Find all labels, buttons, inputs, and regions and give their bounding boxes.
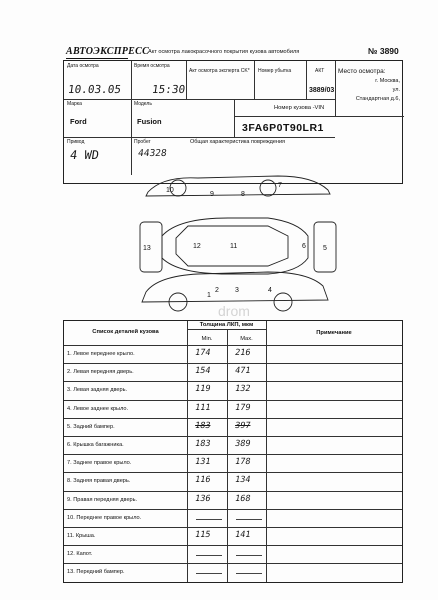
part-number-1: 1	[207, 292, 211, 299]
part-label: 11. Крыша.	[67, 533, 96, 539]
place-line-1: г. Москва,	[375, 78, 400, 84]
act-label: АКТ	[315, 68, 325, 74]
damage-label: Общая характеристика повреждения	[190, 139, 286, 145]
part-number-12: 12	[193, 243, 201, 250]
max-thickness: 179	[234, 402, 252, 413]
grid-line	[64, 137, 335, 138]
part-label: 6. Крышка багажника.	[67, 442, 124, 448]
date-value: 10.03.05	[67, 83, 122, 96]
table-line	[64, 454, 402, 455]
drive-label: Привод	[67, 139, 85, 145]
max-thickness: 397	[234, 420, 252, 431]
table-line	[64, 509, 402, 510]
part-label: 4. Левое заднее крыло.	[67, 405, 129, 412]
grid-line	[254, 61, 255, 99]
max-thickness: 141	[234, 530, 252, 540]
wheel-right-rear	[274, 293, 292, 311]
logo-underline	[66, 58, 128, 59]
max-thickness: 134	[234, 475, 252, 486]
part-label: 3. Левая задняя дверь.	[67, 387, 128, 394]
vin-value: 3FA6P0T90LR1	[242, 122, 324, 134]
drive-value: 4 WD	[69, 148, 100, 162]
grid-line	[64, 99, 335, 100]
table-line	[64, 491, 402, 492]
time-label: Время осмотра	[134, 63, 170, 69]
part-label: 13. Передний бампер.	[67, 569, 125, 576]
company-logo: АВТОЭКСПРЕСС	[66, 46, 150, 57]
part-number-2: 2	[215, 287, 219, 294]
part-label: 8. Задняя правая дверь.	[67, 478, 131, 485]
loss-number-label: Номер убытка	[258, 68, 292, 74]
table-line	[64, 418, 402, 419]
make-label: Марка	[67, 101, 82, 107]
car-body-diagram	[118, 166, 363, 328]
part-number-13: 13	[143, 245, 151, 252]
model-value: Fusion	[137, 117, 162, 126]
table-line	[64, 545, 402, 546]
part-number-7: 7	[278, 182, 282, 189]
empty-dash	[196, 519, 222, 520]
document-number: № 3890	[368, 46, 399, 56]
table-line	[64, 472, 402, 473]
max-thickness: 471	[234, 366, 252, 377]
table-line	[266, 321, 267, 582]
vin-label: Номер кузова -VIN	[274, 105, 325, 111]
max-thickness: 216	[234, 348, 252, 358]
max-thickness: 168	[234, 493, 252, 504]
mileage-value: 44328	[137, 148, 168, 159]
wheel-left-rear	[260, 180, 276, 196]
min-thickness: 111	[194, 402, 212, 413]
table-line	[64, 527, 402, 528]
make-value: Ford	[70, 117, 87, 126]
min-thickness: 183	[194, 439, 212, 449]
max-thickness: 178	[234, 457, 252, 468]
part-label: 5. Задний бампер.	[67, 423, 115, 430]
place-line-3: Стандартная д.6,	[355, 96, 400, 102]
min-thickness: 116	[194, 475, 212, 486]
part-number-3: 3	[235, 287, 239, 294]
document-title: Акт осмотра лакокрасочного покрытия кузова автомобиля	[148, 49, 300, 55]
empty-dash	[236, 573, 262, 574]
table-line	[187, 321, 188, 582]
part-label: 7. Заднее правое крыло.	[67, 460, 132, 467]
table-line	[187, 329, 266, 330]
time-value: 15:30	[151, 83, 187, 96]
min-thickness: 154	[194, 366, 212, 377]
thickness-table	[63, 320, 403, 583]
col-parts-header: Список деталей кузова	[92, 329, 159, 335]
watermark: drom	[218, 303, 250, 319]
grid-line	[234, 99, 235, 137]
part-label: 10. Переднее правое крыло.	[67, 514, 142, 521]
grid-line	[335, 61, 336, 116]
part-label: 1. Левое переднее крыло.	[67, 351, 135, 357]
part-number-5: 5	[323, 245, 327, 252]
part-label: 2. Левая передняя дверь.	[67, 369, 134, 376]
grid-line	[306, 61, 307, 99]
date-label: Дата осмотра	[67, 63, 99, 69]
min-thickness: 174	[194, 348, 212, 358]
col-max-header: Max.	[240, 336, 253, 342]
min-thickness: 131	[194, 457, 212, 468]
table-line	[64, 381, 402, 382]
min-thickness: 183	[194, 420, 212, 431]
part-label: 9. Правая передняя дверь.	[67, 496, 138, 503]
max-thickness: 389	[234, 439, 252, 449]
min-thickness: 115	[194, 530, 212, 540]
model-label: Модель	[134, 101, 152, 107]
grid-line	[186, 61, 187, 99]
empty-dash	[236, 519, 262, 520]
table-line	[227, 329, 228, 582]
table-line	[64, 563, 402, 564]
part-label: 12. Капот.	[67, 551, 93, 558]
grid-line	[131, 61, 132, 175]
place-label: Место осмотра:	[338, 68, 386, 75]
max-thickness: 132	[234, 384, 252, 395]
grid-line	[234, 116, 404, 117]
part-number-4: 4	[268, 287, 272, 294]
table-line	[64, 345, 402, 346]
place-line-2: ул.	[392, 87, 400, 93]
mileage-label: Пробег	[134, 139, 151, 145]
expert-act-label: Акт осмотра эксперта CK*	[189, 68, 250, 74]
min-thickness: 119	[194, 384, 212, 395]
table-line	[64, 363, 402, 364]
col-min-header: Min.	[201, 336, 213, 342]
act-value: 3889/03	[309, 87, 335, 94]
part-number-11: 11	[230, 243, 238, 250]
part-number-8: 8	[241, 191, 245, 198]
empty-dash	[236, 555, 262, 556]
part-number-9: 9	[210, 191, 214, 198]
empty-dash	[196, 555, 222, 556]
col-thickness-header: Толщина ЛКП, мкм	[199, 322, 254, 328]
empty-dash	[196, 573, 222, 574]
table-line	[64, 400, 402, 401]
part-number-6: 6	[302, 243, 306, 250]
part-number-10: 10	[166, 187, 174, 194]
col-note-header: Примечание	[316, 330, 352, 336]
min-thickness: 136	[194, 493, 212, 504]
table-line	[64, 436, 402, 437]
